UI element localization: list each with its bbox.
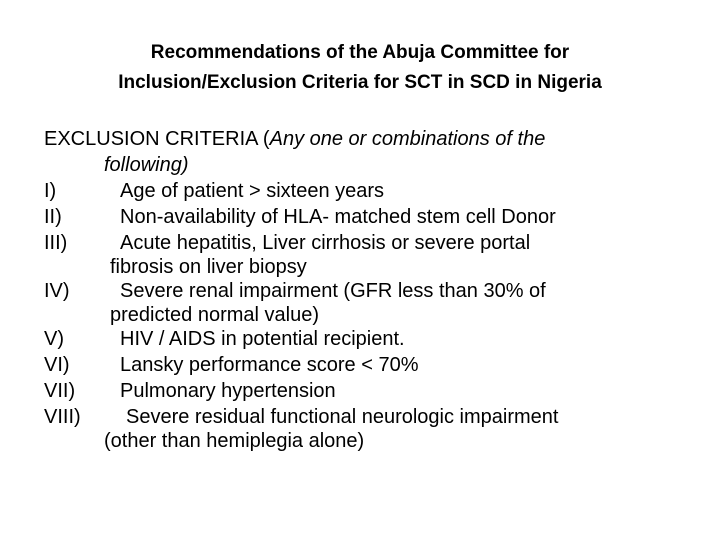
criterion-text: Acute hepatitis, Liver cirrhosis or severe portal xyxy=(120,232,531,254)
criterion-number: VIII) xyxy=(44,406,81,428)
title-line-2: Inclusion/Exclusion Criteria for SCT in SCD in Nigeria xyxy=(118,72,602,93)
criterion-text: HIV / AIDS in potential recipient. xyxy=(120,328,405,350)
criterion-text-continued: fibrosis on liver biopsy xyxy=(110,256,307,278)
criterion-number: IV) xyxy=(44,280,70,302)
criterion-item xyxy=(44,378,694,404)
criterion-item xyxy=(44,326,694,352)
criterion-text: Non-availability of HLA- matched stem cell Donor xyxy=(120,206,556,228)
criterion-item xyxy=(44,404,694,452)
criterion-text: Pulmonary hypertension xyxy=(120,380,336,402)
criterion-item xyxy=(44,352,694,378)
criterion-item xyxy=(44,178,694,204)
criterion-item xyxy=(44,204,694,230)
heading-main: EXCLUSION CRITERIA ( xyxy=(44,128,270,150)
criterion-number: III) xyxy=(44,232,68,254)
criterion-number: I) xyxy=(44,180,57,202)
exclusion-criteria-list xyxy=(44,126,694,452)
criterion-item xyxy=(44,278,694,326)
criterion-text: Lansky performance score < 70% xyxy=(120,354,419,376)
exclusion-heading xyxy=(44,126,694,178)
criterion-text: Age of patient > sixteen years xyxy=(120,180,385,202)
criterion-number: VI) xyxy=(44,354,70,376)
criterion-number: V) xyxy=(44,328,64,350)
criterion-text-continued: predicted normal value) xyxy=(110,304,319,326)
criterion-text: Severe residual functional neurologic impairment xyxy=(126,406,559,428)
criterion-item xyxy=(44,230,694,278)
heading-italic-2: following) xyxy=(104,154,189,176)
title-line-1: Recommendations of the Abuja Committee for xyxy=(150,42,570,63)
criterion-text-continued: (other than hemiplegia alone) xyxy=(104,430,365,452)
heading-italic-1: Any one or combinations of the xyxy=(269,128,546,150)
criterion-number: II) xyxy=(44,206,62,228)
slide-title xyxy=(20,38,700,98)
criterion-text: Severe renal impairment (GFR less than 30% of xyxy=(120,280,546,302)
criterion-number: VII) xyxy=(44,380,76,402)
